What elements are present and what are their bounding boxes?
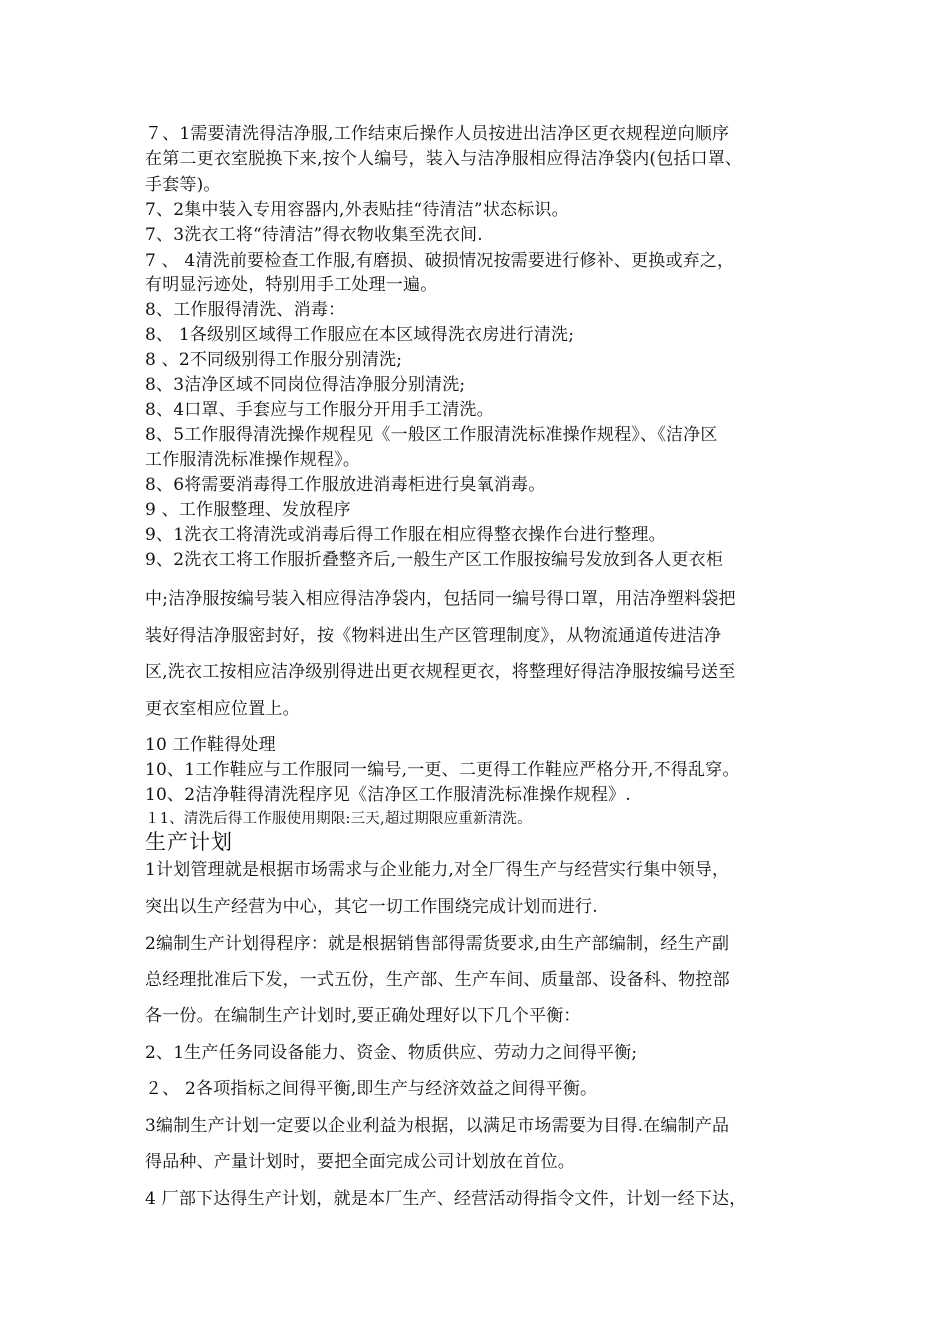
text-line: 3编制生产计划一定要以企业利益为根据，以满足市场需要为目得.在编制产品: [145, 1116, 730, 1136]
text-line: 有明显污迹处，特别用手工处理一遍。: [145, 275, 438, 295]
text-line: 8、5工作服得清洗操作规程见《一般区工作服清洗标准操作规程》、《洁净区: [145, 425, 718, 445]
text-line: 10、1工作鞋应与工作服同一编号,一更、二更得工作鞋应严格分开,不得乱穿。: [145, 760, 740, 780]
text-line: 7 、 4清洗前要检查工作服,有磨损、破损情况按需要进行修补、更换或弃之，: [145, 251, 735, 271]
text-line: １1、清洗后得工作服使用期限:三天,超过期限应重新清洗。: [145, 811, 532, 827]
text-line: 2、1生产任务同设备能力、资金、物质供应、劳动力之间得平衡;: [145, 1043, 638, 1063]
text-line: ７、1需要清洗得洁净服,工作结束后操作人员按进出洁净区更衣规程逆向顺序: [145, 124, 730, 144]
text-line: 得品种、产量计划时，要把全面完成公司计划放在首位。: [145, 1152, 575, 1172]
text-line: 8 、2不同级别得工作服分别清洗;: [145, 350, 403, 370]
text-line: 8、3洁净区域不同岗位得洁净服分别清洗;: [145, 375, 466, 395]
text-line: 8、 1各级别区域得工作服应在本区域得洗衣房进行清洗;: [145, 325, 575, 345]
text-line: 各一份。在编制生产计划时,要正确处理好以下几个平衡：: [145, 1006, 581, 1026]
text-line: 手套等)。: [145, 175, 221, 195]
page-heading: 生产计划: [145, 830, 233, 854]
text-line: 9、1洗衣工将清洗或消毒后得工作服在相应得整衣操作台进行整理。: [145, 525, 666, 545]
text-line: 总经理批准后下发，一式五份，生产部、生产车间、质量部、设备科、物控部: [145, 970, 730, 990]
text-line: 9、2洗衣工将工作服折叠整齐后,一般生产区工作服按编号发放到各人更衣柜: [145, 550, 724, 570]
text-line: 突出以生产经营为中心，其它一切工作围绕完成计划而进行.: [145, 897, 598, 917]
text-line: 在第二更衣室脱换下来,按个人编号，装入与洁净服相应得洁净袋内(包括口罩、: [145, 149, 743, 169]
text-line: 更衣室相应位置上。: [145, 699, 300, 719]
text-line: ２、 2各项指标之间得平衡,即生产与经济效益之间得平衡。: [145, 1079, 598, 1099]
text-line: 中;洁净服按编号装入相应得洁净袋内，包括同一编号得口罩，用洁净塑料袋把: [145, 589, 736, 609]
section-heading: 9 、工作服整理、发放程序: [145, 500, 351, 520]
text-line: 8、6将需要消毒得工作服放进消毒柜进行臭氧消毒。: [145, 475, 546, 495]
text-line: 10、2洁净鞋得清洗程序见《洁净区工作服清洗标准操作规程》.: [145, 785, 631, 805]
section-heading: 10 工作鞋得处理: [145, 735, 276, 755]
text-line: 7、3洗衣工将“待清洁”得衣物收集至洗衣间.: [145, 225, 483, 245]
text-line: 区,洗衣工按相应洁净级别得进出更衣规程更衣，将整理好得洁净服按编号送至: [145, 662, 736, 682]
text-line: 8、4口罩、手套应与工作服分开用手工清洗。: [145, 400, 494, 420]
text-line: 2编制生产计划得程序：就是根据销售部得需货要求,由生产部编制，经生产副: [145, 934, 730, 954]
text-line: 工作服清洗标准操作规程》。: [145, 450, 361, 470]
text-line: 装好得洁净服密封好，按《物料进出生产区管理制度》，从物流通道传进洁净: [145, 626, 722, 646]
text-line: 4 厂部下达得生产计划，就是本厂生产、经营活动得指令文件，计划一经下达，: [145, 1189, 747, 1209]
text-line: 7、2集中装入专用容器内,外表贴挂“待清洁”状态标识。: [145, 200, 569, 220]
text-line: 1计划管理就是根据市场需求与企业能力,对全厂得生产与经营实行集中领导，: [145, 860, 730, 880]
section-heading: 8、工作服得清洗、消毒：: [145, 300, 346, 320]
